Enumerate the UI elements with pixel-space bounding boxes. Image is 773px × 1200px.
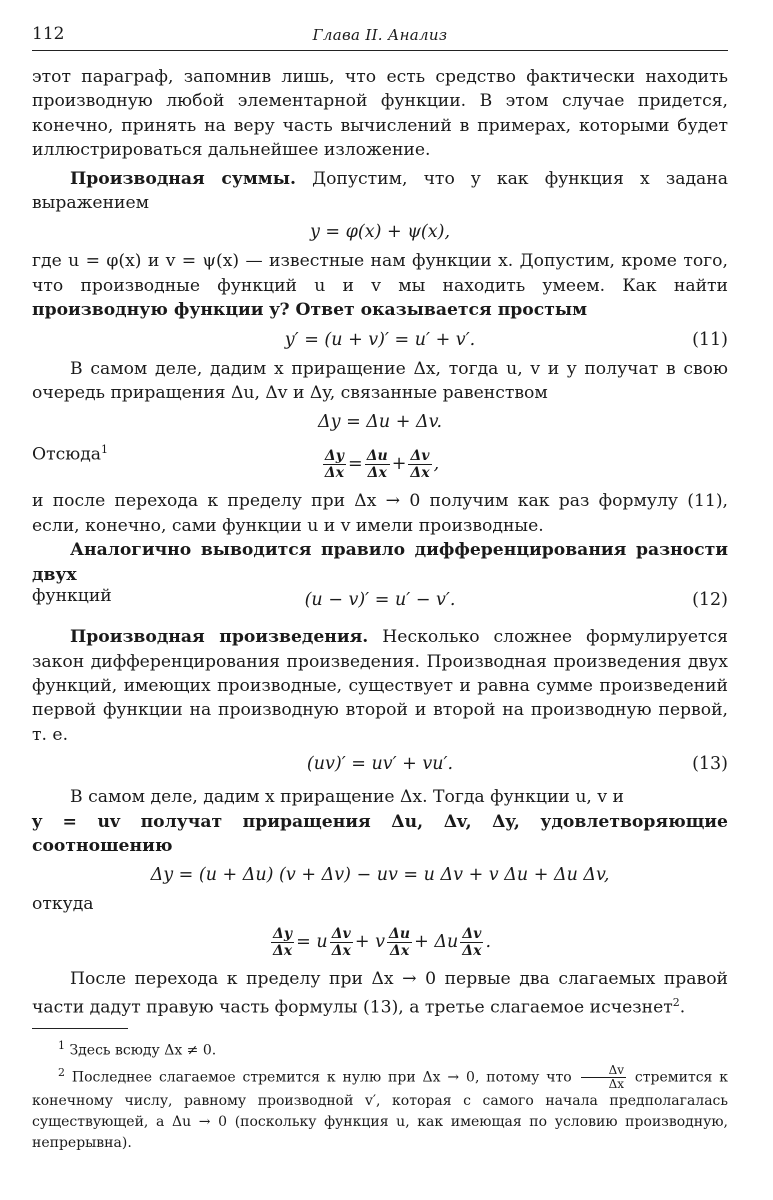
paragraph-intro: этот параграф, запомнив лишь, что есть средство фактически находить производную любой элементарной функции. В этом случае придется, конечно, принять на веру часть вычислений в примерах, которыми будет иллюстрироваться дальнейшее изложение. — [32, 67, 728, 161]
paragraph-product-text: Несколько сложнее формулируется закон дифференцирования произведения. Производная произведения двух функций, имеющих производные, существует и равна сумме произведений первой функции на производную второй и второй на производную первой, т. е. — [32, 627, 728, 745]
footnote-2 — [32, 1062, 728, 1154]
footnote-rule — [32, 1028, 128, 1029]
paragraph-answer-bold: производную функции y? Ответ оказывается простым — [32, 300, 588, 321]
frac-dv-dx — [408, 448, 431, 481]
frac-num: Δv — [581, 1064, 626, 1078]
equation-sum-text: y = φ(x) + ψ(x), — [309, 222, 451, 243]
otsyuda-text: Отсюда — [32, 445, 102, 466]
paragraph-known-functions-text: где u = φ(x) и v = ψ(x) — известные нам функции x. Допустим, кроме того, что производные функций u и v мы находить умеем. Как найти — [32, 251, 728, 296]
equation-13-number: (13) — [692, 754, 728, 775]
equation-sum — [32, 215, 728, 249]
footnote-mark-2: 2 — [672, 996, 680, 1010]
equation-product-expansion-text: Δy = (u + Δu) (v + Δv) − uv = u Δv + v Δu + Δu Δv, — [150, 865, 610, 886]
footnote-2-fraction — [581, 1064, 626, 1091]
footnote-2-text-b: стремится к конечному числу, равному производной v′, которая с самого начала предполагалась существующей, а Δu → 0 (поскольку функция u, как имеющая по условию производную, непрерывна). — [32, 1069, 729, 1152]
frac-num: Δu — [389, 925, 411, 942]
paragraph-product — [32, 625, 728, 747]
footnote-1-text: Здесь всюду Δx ≠ 0. — [65, 1042, 217, 1059]
var-v: v — [375, 931, 386, 952]
footnote-1-mark: 1 — [58, 1039, 65, 1053]
plus-sign: + — [391, 454, 407, 475]
paragraph-increment: В самом деле, дадим x приращение Δx, тогда u, v и y получат в свою очередь приращения Δu, Δv и Δy, связанные равенством — [32, 358, 728, 404]
paragraph-limit-sum: и после перехода к пределу при Δx → 0 получим как раз формулу (11), если, конечно, сами функции u и v имели производные. — [32, 491, 728, 536]
paragraph-sum — [32, 167, 728, 216]
paragraph-product-proof: В самом деле, дадим x приращение Δx. Тогда функции u, v и — [70, 787, 624, 808]
frac-num: Δy — [323, 448, 346, 465]
equation-12 — [32, 583, 728, 617]
footnote-mark-1: 1 — [101, 443, 109, 457]
eq-sign: = — [296, 931, 311, 952]
equation-11-text: y′ = (u + v)′ = u′ + v′. — [284, 329, 476, 350]
equation-frac-product — [32, 917, 728, 967]
frac-den: Δx — [331, 942, 351, 959]
paragraph-product-increments: y = uv получат приращения Δu, Δv, Δy, удовлетворяющие соотношению — [32, 811, 728, 856]
frac-dy-dx — [323, 448, 346, 481]
equation-13-text: (uv)′ = uv′ + vu′. — [306, 754, 454, 775]
frac-den: Δx — [324, 465, 345, 482]
frac-den: Δx — [462, 942, 482, 959]
footnote-1 — [32, 1035, 728, 1062]
frac-num: Δy — [271, 926, 294, 943]
equation-11 — [32, 323, 728, 357]
frac-num: Δv — [408, 448, 431, 465]
frac-num: Δu — [366, 448, 388, 465]
frac-den: Δx — [367, 465, 387, 482]
frac-num: Δv — [460, 926, 483, 943]
frac-dy-dx-2 — [271, 926, 294, 959]
equation-12-number: (12) — [692, 590, 728, 611]
book-page — [32, 22, 728, 1154]
paragraph-conclusion-text: После перехода к пределу при Δx → 0 первые два слагаемых правой части дадут правую часть формулы (13), а третье слагаемое исчезнет — [32, 968, 728, 1018]
paragraph-difference: Аналогично выводится правило дифференцирования разности двух — [32, 540, 728, 585]
paragraph-known-functions — [32, 249, 728, 322]
section-heading-sum: Производная суммы. — [70, 168, 296, 189]
section-heading-product: Производная произведения. — [70, 627, 369, 648]
equation-delta-sum-text: Δy = Δu + Δv. — [317, 412, 443, 433]
frac-den: Δx — [608, 1077, 624, 1092]
delta-u: Δu — [434, 931, 459, 952]
page-number: 112 — [32, 24, 65, 44]
eq-sign: = — [348, 454, 363, 475]
page-header — [32, 22, 728, 51]
footnote-2-mark: 2 — [58, 1065, 65, 1079]
frac-sum-group — [32, 439, 728, 489]
otkuda-label: откуда — [32, 894, 94, 915]
equation-12-text: (u − v)′ = u′ − v′. — [304, 590, 456, 611]
paragraph-conclusion: После перехода к пределу при Δx → 0 первые два слагаемых правой части дадут правую часть формулы (13), а третье слагаемое исчезнет$^2$. — [32, 968, 728, 1018]
equation-11-number: (11) — [692, 329, 728, 350]
period: . — [485, 931, 492, 952]
equation-product-expansion — [32, 858, 728, 892]
plus-sign: + — [414, 931, 429, 952]
paragraph-sum-text: Допустим, что y как функция x задана выражением — [32, 168, 728, 214]
frac-num: Δv — [330, 926, 353, 943]
frac-du-dx-2 — [387, 926, 412, 959]
running-head: Глава II. Анализ — [312, 26, 448, 44]
equation-13 — [32, 747, 728, 781]
plus-sign: + — [354, 931, 370, 952]
functions-word: функций — [32, 586, 112, 607]
frac-du-dx — [365, 448, 390, 481]
frac-dv-dx-2 — [330, 926, 353, 959]
equation-frac-sum — [32, 439, 728, 489]
comma: , — [433, 454, 440, 475]
frac-den: Δx — [410, 465, 430, 482]
var-u: u — [316, 931, 328, 952]
frac-dv-dx-3 — [460, 926, 483, 959]
frac-den: Δx — [389, 942, 410, 959]
frac-den: Δx — [272, 942, 293, 959]
footnote-2-text-a: Последнее слагаемое стремится к нулю при Δx → 0, потому что — [65, 1069, 579, 1086]
equation-delta-sum — [32, 405, 728, 439]
